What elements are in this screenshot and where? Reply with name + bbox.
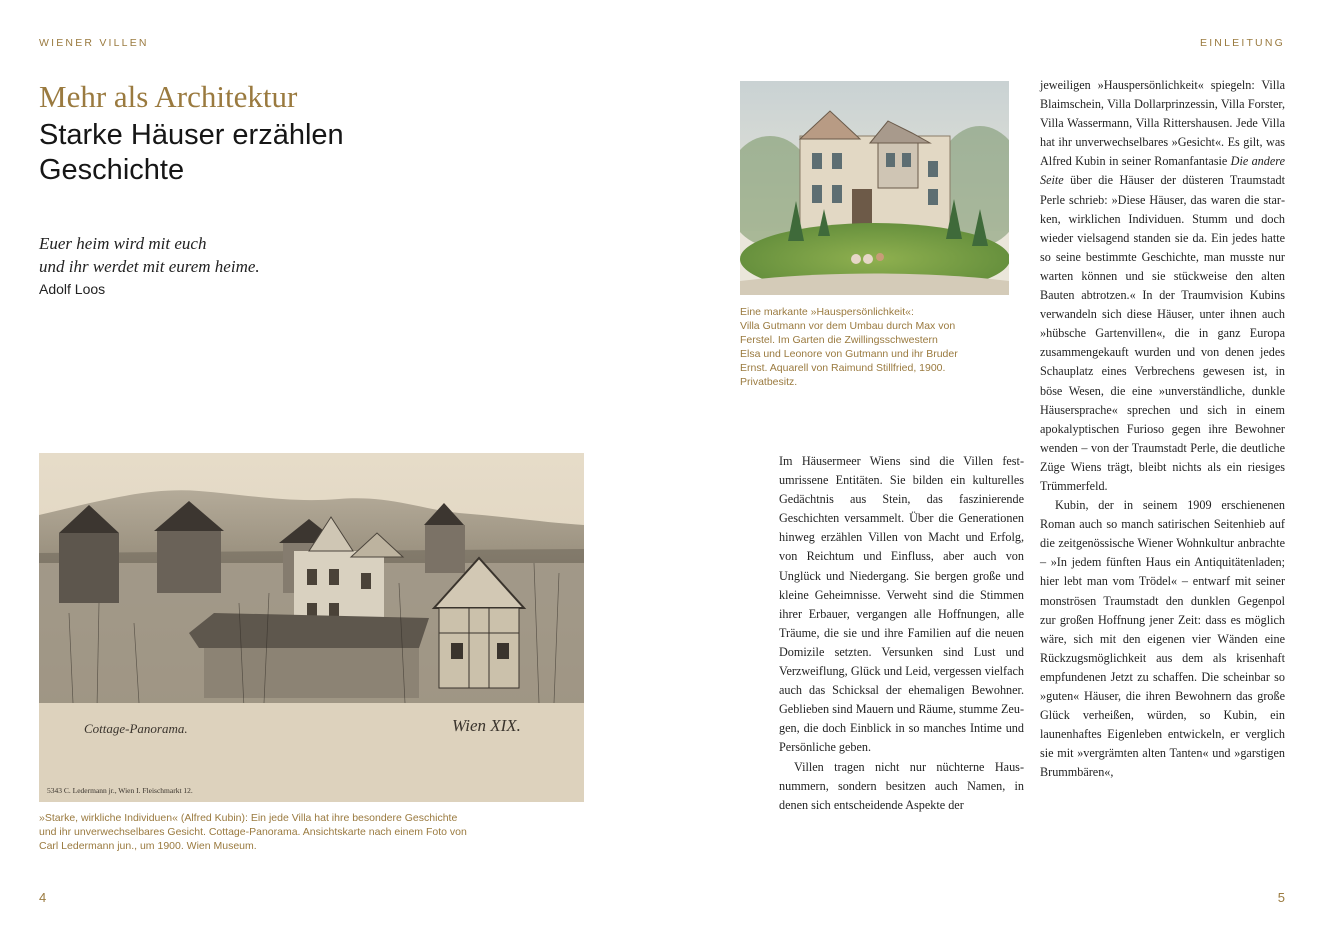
cottage-panorama-photo [39, 453, 584, 802]
postcard-illustration [39, 453, 584, 802]
watercolor-caption [740, 305, 1009, 389]
body-text: jeweiligen »Hauspersönlichkeit« spiegeln: Villa Blaimschein, Villa Dollarprinzessin, Villa Forster, Villa Wassermann, Villa Rittershausen. Jede Villa hat ihr unverwechselbares »Gesicht«. Es gilt, was Alfred Kubin in seiner Romanfantasie [1040, 78, 1285, 169]
book-title: Die andere Seite [1040, 154, 1285, 188]
caption-line: Elsa und Leonore von Gutmann und ihr Bruder [740, 348, 958, 360]
body-column-1 [779, 452, 1024, 815]
postcard-caption-left: Cottage-Panorama. [84, 721, 188, 736]
villa-gutmann-watercolor [740, 81, 1009, 295]
caption-line: Privatbesitz. [740, 376, 798, 388]
caption-line: Villa Gutmann vor dem Umbau durch Max von [740, 320, 956, 332]
running-head-left: WIENER VILLEN [39, 37, 149, 49]
body-column-2 [1040, 76, 1285, 782]
title-line-2: Geschichte [39, 154, 185, 186]
page-number-left: 4 [39, 890, 47, 905]
body-text: über die Häuser der düsteren Traumstadt Perle schrieb: »Diese Häuser, das waren die starken, wirklichen Individuen. Stumm und doch wieder vielsagend standen sie da. Ein jedes hatte so seine bestimmte Geschichte, man musste nur warten können und sie stückweise den alten Bauten abtrotzen.« In der Traumvision Kubins verwandeln sich diese Häuser, unter ihnen auch »hübsche Gartenvillen«, die in ganz Europa zusammengekauft wurden und von denen jedes Schauplatz eines Verbrechens gewesen ist, in böse Wesen, die eine »unverständliche, dunkle Häusersprache« sprechen und sich in einem apokalyptischen Furioso gegen ihre Bewohner wenden – von der Traumstadt Perle, die deutliche Züge Wiens trägt, bleibt nichts als ein riesiges Trümmerfeld. [1040, 173, 1285, 493]
caption-line: »Starke, wirkliche Individuen« (Alfred Kubin): Ein jede Villa hat ihre besondere Geschichte [39, 812, 458, 824]
running-head-right: EINLEITUNG [1199, 37, 1285, 49]
body-paragraph: Kubin, der in seinem 1909 erschienenen Roman auch so manch satirischen Seitenhieb auf die zeitgenössische Wiener Wohnkultur anbrachte – »In jedem fünften Haus ein Antiquitätenladen; hier lebt man vom Trödel« – entwarf mit seiner monströsen Traumstadt den dunklen Gegenpol zur großen Hoffnung jener Zeit: dass es möglich wäre, sich mit den eigenen vier Wänden eine Rückzugsmöglichkeit aus dem als krisenhaft empfundenen Jetzt zu schaffen. Die scheinbar so »guten« Häuser, die ihren Bewohnern das große Glück verheißen, würden, so Kubin, ein launenhaftes Eigenleben entwickeln, er verglich sie mit »vergrämten alten Tanten« und »garstigen Brummbären«, [1040, 498, 1285, 780]
epigraph [39, 232, 539, 297]
postcard-imprint: 5343 C. Ledermann jr., Wien I. Fleischmarkt 12. [47, 786, 193, 795]
body-paragraph: Im Häusermeer Wiens sind die Villen festumrissene Entitäten. Sie bilden ein kulturelles Gedächtnis aus Stein, das faszinierende Geschichten versammelt. Über die Generationen hinweg erzählen Villen von Macht und Erfolg, von Reichtum und Einfluss, aber auch von Unglück und Niedergang. Sie bergen große und kleine Geheimnisse. Verweht sind die Stimmen ihrer Erbauer, vergangen alle Hoffnungen, alle Träume, die sie und ihre Familien auf die neuen Domizile setzten. Versunken sind Lust und Verzweiflung, Glück und Leid, vergessen vielfach auch das Schicksal der ehemaligen Bewohner. Geblieben sind Mauern und Räume, stumme Zeugen, die doch Einblick in so manches Intime und Persönliche geben. [779, 454, 1024, 755]
caption-line: und ihr unverwechselbares Gesicht. Cottage-Panorama. Ansichtskarte nach einem Foto von [39, 826, 467, 838]
caption-line: Carl Ledermann jun., um 1900. Wien Museum. [39, 840, 257, 852]
page-number-right: 5 [1277, 890, 1285, 905]
postcard-caption-right: Wien XIX. [452, 716, 521, 735]
body-paragraph: Villen tragen nicht nur nüchterne Hausnummern, sondern besitzen auch Namen, in denen sich entscheidende Aspekte der [779, 759, 1024, 812]
caption-line: Eine markante »Hauspersönlichkeit«: [740, 306, 914, 318]
epigraph-line-1: Euer heim wird mit euch [39, 234, 207, 253]
caption-line: Ernst. Aquarell von Raimund Stillfried, 1900. [740, 362, 946, 374]
epigraph-author: Adolf Loos [39, 281, 106, 297]
watercolor-illustration [740, 81, 1009, 295]
panorama-caption [39, 811, 584, 853]
body-paragraph [1040, 76, 1285, 496]
page-title [39, 118, 639, 188]
caption-line: Ferstel. Im Garten die Zwillingsschwestern [740, 334, 938, 346]
title-line-1: Starke Häuser erzählen [39, 119, 344, 151]
section-kicker: Mehr als Architektur [39, 79, 298, 114]
epigraph-line-2: und ihr werdet mit eurem heime. [39, 257, 260, 276]
